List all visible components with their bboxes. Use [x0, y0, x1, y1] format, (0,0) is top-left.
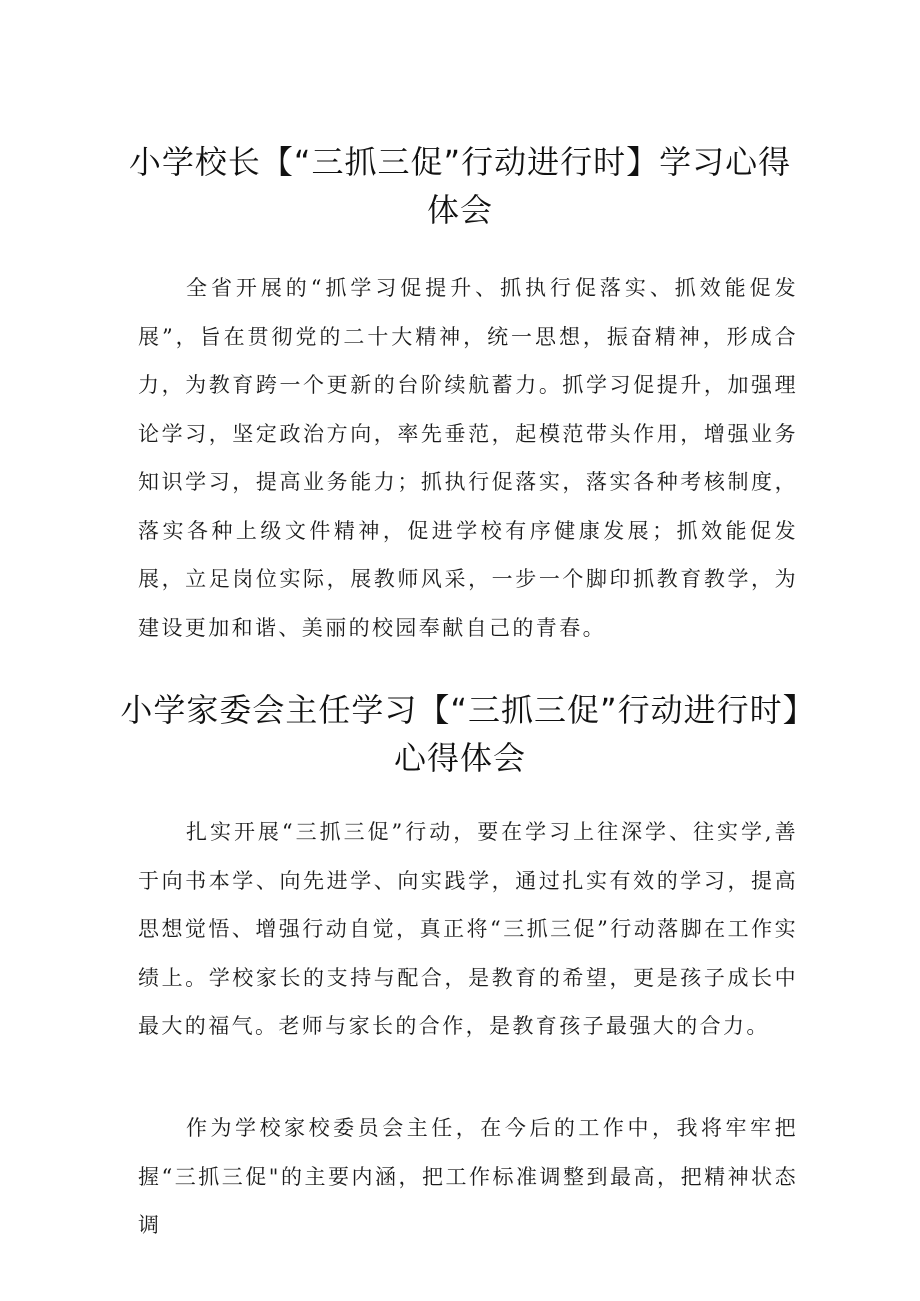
- section-1-paragraph-1: 全省开展的“抓学习促提升、抓执行促落实、抓效能促发展”，旨在贯彻党的二十大精神，统一思想，振奋精神，形成合力，为教育跨一个更新的台阶续航蓄力。抓学习促提升，加强理论学习，坚定政治方向，率先垂范，起模范带头作用，增强业务知识学习，提高业务能力；抓执行促落实，落实各种考核制度，落实各种上级文件精神，促进学校有序健康发展；抓效能促发展，立足岗位实际，展教师风采，一步一个脚印抓教育教学，为建设更加和谐、美丽的校园奉献自己的青春。: [138, 276, 798, 640]
- section-2-paragraph-1: 扎实开展“三抓三促”行动，要在学习上往深学、往实学,善于向书本学、向先进学、向实践学，通过扎实有效的学习，提高思想觉悟、增强行动自觉，真正将“三抓三促”行动落脚在工作实绩上。学校家长的支持与配合，是教育的希望，更是孩子成长中最大的福气。老师与家长的合作，是教育孩子最强大的合力。: [138, 820, 798, 1038]
- section-1-title: 小学校长【“三抓三促”行动进行时】学习心得体会: [128, 143, 792, 229]
- section-2-paragraph-2: 作为学校家校委员会主任，在今后的工作中，我将牢牢把握“三抓三促"的主要内涵，把工作标准调整到最高，把精神状态调: [138, 1116, 798, 1237]
- section-2-title: 小学家委会主任学习【“三抓三促”行动进行时】心得体会: [120, 691, 800, 777]
